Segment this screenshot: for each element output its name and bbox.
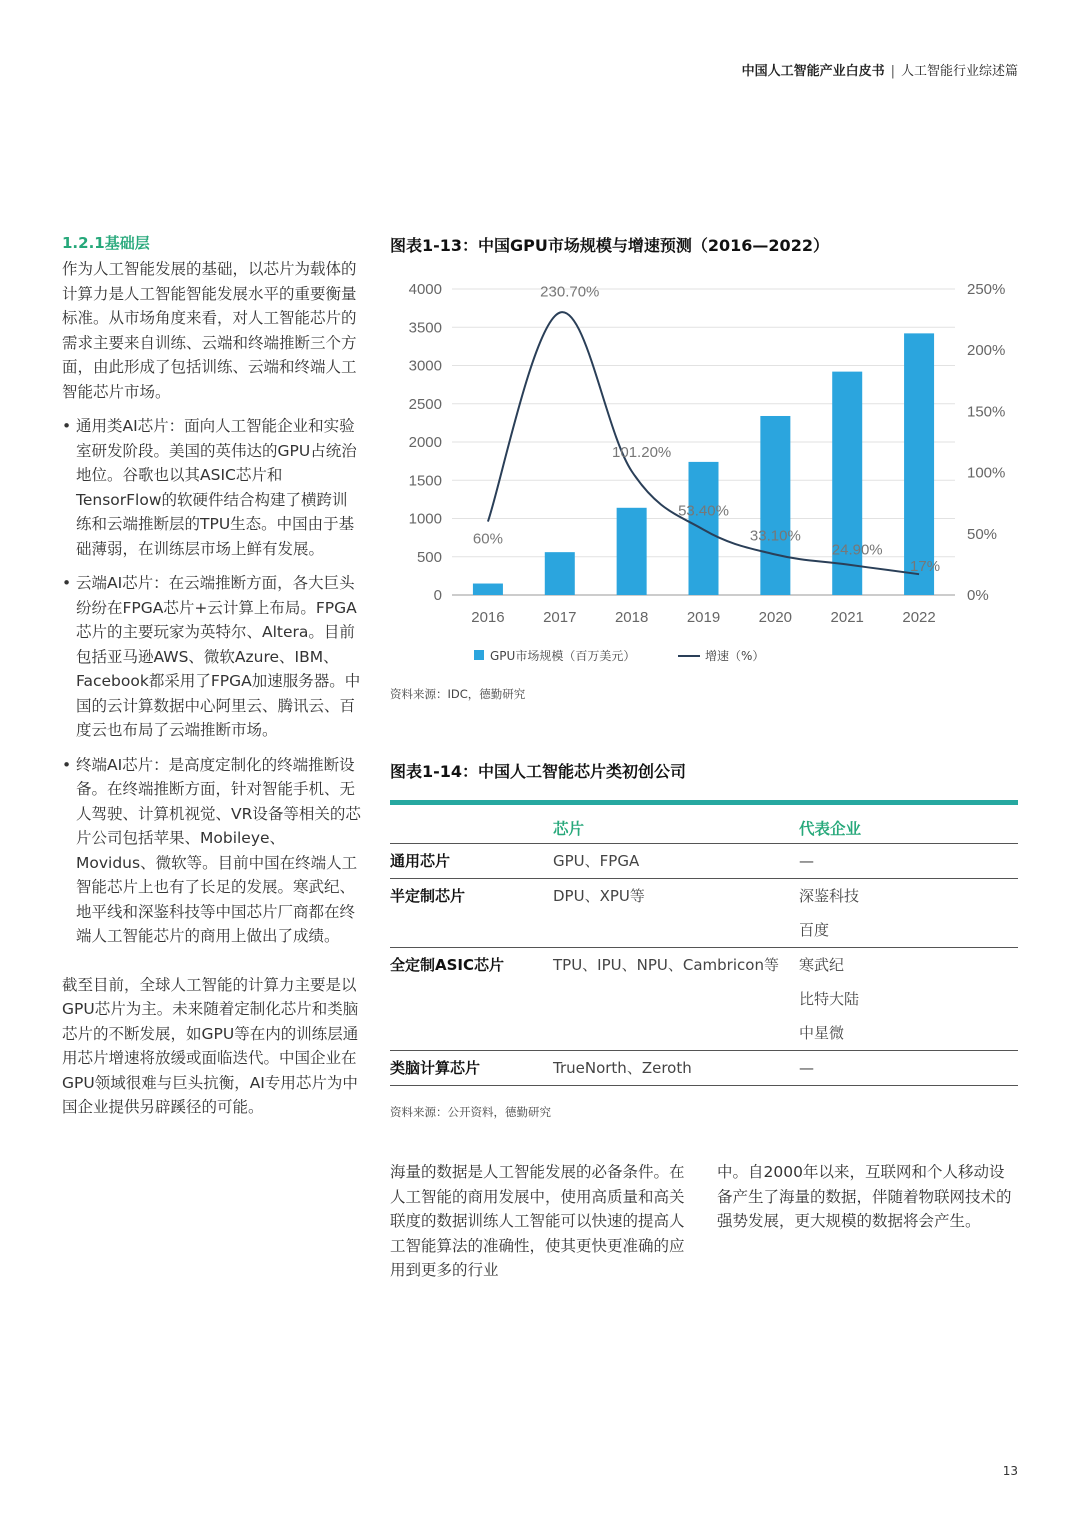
- row-company: 比特大陆: [799, 990, 860, 1008]
- bullet-edge-ai-chip: • 终端AI芯片：是高度定制化的终端推断设备。在终端推断方面，针对智能手机、无人驾驶、计算机视觉、VR设备等相关的芯片公司包括苹果、Mobileye、Movidus、微软等。目前中国在终端人工智能芯片上也有了长足的发展。寒武纪、地平线和深鉴科技等中国芯片厂商都在终端人工智能芯片的商用上做出了成绩。: [62, 753, 362, 949]
- table-header-category: [390, 805, 553, 844]
- left-column: [62, 232, 362, 1120]
- row-category: 类脑计算芯片: [390, 1051, 553, 1086]
- growth-data-label: 230.70%: [540, 283, 600, 301]
- table-header-chips: 芯片: [553, 805, 799, 844]
- row-chips: DPU、XPU等: [553, 887, 645, 905]
- bottom-column-2: 中。自2000年以来，互联网和个人移动设备产生了海量的数据，伴随着物联网技术的强势发展，更大规模的数据将会产生。: [717, 1163, 1012, 1230]
- y-left-tick-label: 1000: [408, 510, 442, 528]
- table-row: [390, 1016, 1018, 1051]
- table-row: [390, 948, 1018, 983]
- figure2-title: 图表1-14：中国人工智能芯片类初创公司: [390, 762, 687, 781]
- table-row: [390, 879, 1018, 914]
- closing-paragraph: 截至目前，全球人工智能的计算力主要是以GPU芯片为主。未来随着定制化芯片和类脑芯片的不断发展，如GPU等在内的训练层通用芯片增速将放缓或面临迭代。中国企业在GPU领域很难与巨头抗衡，AI专用芯片为中国企业提供另辟蹊径的可能。: [62, 975, 359, 1116]
- y-right-tick-label: 50%: [967, 525, 998, 543]
- growth-data-label: 24.90%: [831, 541, 883, 559]
- growth-data-label: 60%: [472, 530, 503, 548]
- y-left-tick-label: 2000: [408, 434, 442, 451]
- bar: [904, 333, 934, 595]
- legend-line-swatch: [678, 655, 700, 657]
- row-company: 百度: [799, 913, 1018, 948]
- header-title: 中国人工智能产业白皮书: [741, 64, 885, 79]
- x-tick-label: 2022: [902, 609, 936, 626]
- table-header-companies: 代表企业: [799, 805, 1018, 844]
- row-company: —: [799, 844, 1018, 879]
- y-left-tick-label: 3000: [408, 357, 442, 375]
- row-chips: TrueNorth、Zeroth: [553, 1051, 799, 1086]
- y-right-tick-label: 100%: [967, 464, 1006, 482]
- bar: [545, 552, 575, 595]
- row-category: 通用芯片: [390, 844, 553, 879]
- table-row: [390, 844, 1018, 879]
- y-left-tick-label: 1500: [408, 472, 442, 490]
- y-left-tick-label: 0: [433, 587, 442, 604]
- x-tick-label: 2017: [543, 609, 577, 626]
- legend-bar-swatch: [474, 650, 484, 660]
- legend-line-label: 增速（%）: [705, 649, 765, 663]
- figure1-source: 资料来源：IDC，德勤研究: [390, 687, 526, 701]
- bar: [760, 416, 790, 595]
- chip-startups-table: [390, 800, 1018, 1086]
- figure2-source: 资料来源：公开资料，德勤研究: [390, 1105, 551, 1119]
- row-company: 深鉴科技: [799, 887, 860, 905]
- row-company: 中星微: [799, 1016, 1018, 1051]
- section-title: 1.2.1基础层: [62, 234, 150, 252]
- figure1-title: 图表1-13：中国GPU市场规模与增速预测（2016—2022）: [390, 236, 829, 255]
- bullet-list: [62, 414, 362, 949]
- y-right-tick-label: 250%: [967, 281, 1006, 298]
- y-right-tick-label: 200%: [967, 342, 1006, 360]
- bullet-cloud-ai-chip: • 云端AI芯片：在云端推断方面，各大巨头纷纷在FPGA芯片+云计算上布局。FPGA芯片的主要玩家为英特尔、Altera。目前包括亚马逊AWS、微软Azure、IBM、Facebook都采用了FPGA加速服务器。中国的云计算数据中心阿里云、腾讯云、百度云也布局了云端推断市场。: [62, 571, 362, 743]
- growth-data-label: 101.20%: [612, 444, 672, 462]
- x-tick-label: 2018: [614, 609, 649, 626]
- running-header: [742, 60, 1018, 79]
- header-separator: |: [890, 64, 895, 79]
- bar: [473, 584, 503, 595]
- row-company: 寒武纪: [799, 956, 845, 974]
- y-left-tick-label: 500: [416, 548, 442, 566]
- x-tick-label: 2019: [686, 609, 721, 626]
- growth-data-label: 17%: [910, 558, 941, 576]
- table-row: [390, 913, 1018, 948]
- row-category: 半定制芯片: [390, 887, 466, 905]
- legend-bar-label: GPU市场规模（百万美元）: [490, 649, 636, 663]
- intro-paragraph: 作为人工智能发展的基础，以芯片为载体的计算力是人工智能智能发展水平的重要衡量标准。从市场角度来看，对人工智能芯片的需求主要来自训练、云端和终端推断三个方面，由此形成了包括训练、云端和终端人工智能芯片市场。: [62, 260, 357, 401]
- row-chips: TPU、IPU、NPU、Cambricon等: [553, 956, 779, 974]
- growth-data-label: 33.10%: [749, 527, 801, 545]
- bar: [689, 462, 719, 595]
- x-tick-label: 2016: [471, 609, 505, 626]
- x-tick-label: 2021: [830, 609, 864, 626]
- row-company: —: [799, 1051, 1018, 1086]
- table-row: [390, 982, 1018, 1016]
- header-subtitle: 人工智能行业综述篇: [900, 64, 1018, 79]
- gpu-market-chart: [390, 275, 1020, 635]
- bottom-column-1: 海量的数据是人工智能发展的必备条件。在人工智能的商用发展中，使用高质量和高关联度的数据训练人工智能可以快速的提高人工智能算法的准确性，使其更快更准确的应用到更多的行业: [390, 1163, 685, 1279]
- page-number: 13: [1002, 1464, 1018, 1478]
- y-right-tick-label: 150%: [967, 403, 1006, 421]
- row-category: 全定制ASIC芯片: [390, 956, 505, 974]
- row-chips: GPU、FPGA: [553, 844, 799, 879]
- bar: [832, 372, 862, 595]
- y-left-tick-label: 2500: [408, 395, 442, 413]
- x-tick-label: 2020: [758, 609, 793, 626]
- y-right-tick-label: 0%: [967, 587, 989, 604]
- y-left-tick-label: 4000: [408, 281, 442, 298]
- bullet-general-ai-chip: • 通用类AI芯片：面向人工智能企业和实验室研发阶段。美国的英伟达的GPU占统治地位。谷歌也以其ASIC芯片和TensorFlow的软硬件结合构建了横跨训练和云端推断层的TPU生态。中国由于基础薄弱，在训练层市场上鲜有发展。: [62, 414, 362, 561]
- y-left-tick-label: 3500: [408, 319, 442, 337]
- bar: [617, 508, 647, 595]
- growth-data-label: 53.40%: [678, 502, 729, 520]
- table-row: [390, 1051, 1018, 1086]
